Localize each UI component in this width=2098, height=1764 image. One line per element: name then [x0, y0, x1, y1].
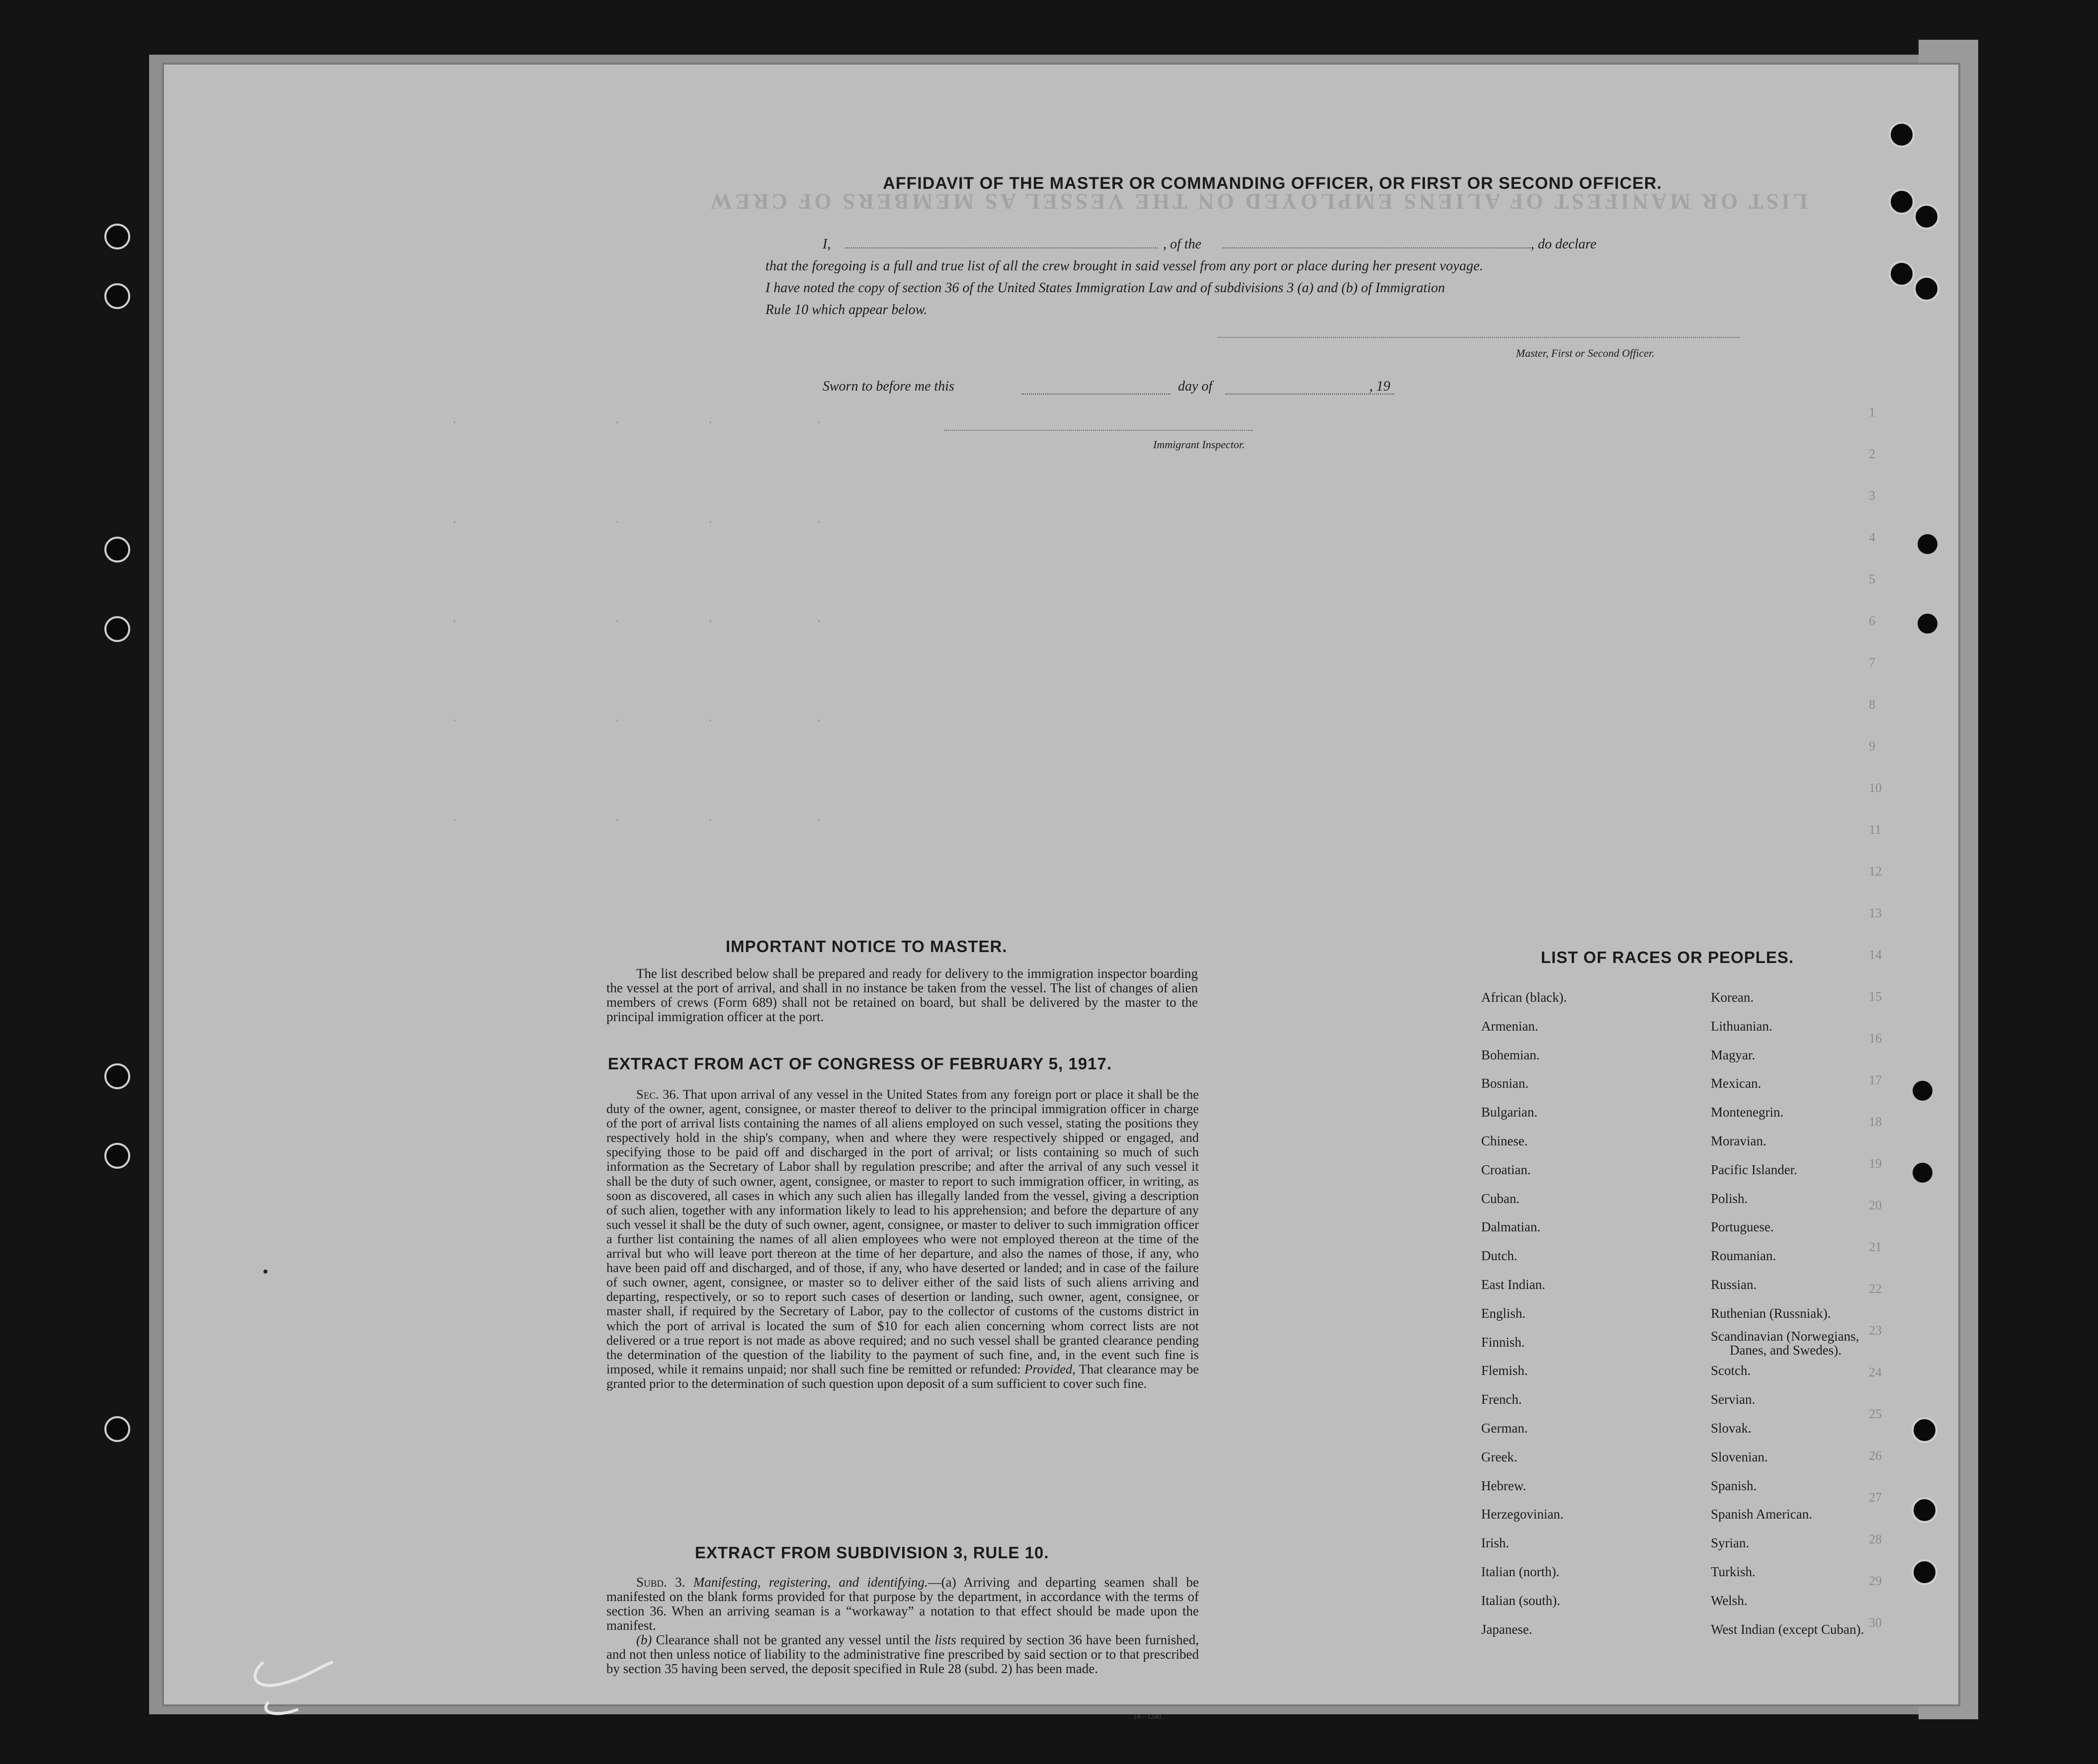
sworn-month-blank [1225, 394, 1394, 395]
row-number: 10 [1869, 781, 1882, 795]
section-body: That upon arrival of any vessel in the United States from any foreign port or place it shall be the duty of the owner, agent, consignee, or master thereof to deliver to the principal immigration officer in charge of the port of arrival lists containing the names of all aliens employed on such vessel, stating the positions they respectively hold in the ship's company, when and where they were respectively shipped or engaged, and specifying those to be paid off and discharged in the port of arrival; or lists containing so much of such information as the Secretary of Labor shall by regulation prescribe; and after the arrival of any such vessel it shall be the duty of such owner, agent, consignee, or master to report to such immigration officer, in writing, as soon as discovered, all cases in which any such alien has illegally landed from the vessel, giving a description of such alien, together with any information likely to lead to his apprehension; and before the departure of any such vessel it shall be the duty of such owner, agent, consignee, or master to deliver to such immigration officer a further list containing the names of all alien employees who were not employed thereon at the time of the arrival but who will leave port thereon at the time of her departure, and also the names of those, if any, who have been paid off and discharged, and of those, if any, who have deserted or landed; and in case of the failure of such owner, agent, consignee, or master so to deliver either of the said lists of such aliens arriving and departing, respectively, or so to report such cases of desertion or landing, such owner, agent, consignee, or master shall, if required by the Secretary of Labor, pay to the collector of customs of the customs district in which the port of arrival is located the sum of $10 for each alien concerning whom correct lists are not delivered or a true report is not made as above required; and no such vessel shall be granted clearance pending the determination of the question of the liability to the payment of such fine, and, in the event such fine is imposed, while it remains unpaid; nor shall such fine be remitted or refunded: [606, 1087, 1199, 1376]
vessel-blank [1223, 247, 1531, 248]
race-item: West Indian (except Cuban). [1711, 1621, 1864, 1637]
race-item-continuation: Danes, and Swedes). [1730, 1342, 1842, 1358]
subd-heading: Manifesting, registering, and identifying. [693, 1575, 928, 1590]
name-blank [845, 247, 1158, 248]
extract-act-title: EXTRACT FROM ACT OF CONGRESS OF FEBRUARY 5, 1917. [608, 1054, 1112, 1073]
race-item: Lithuanian. [1711, 1018, 1772, 1034]
extract-rule-title: EXTRACT FROM SUBDIVISION 3, RULE 10. [695, 1543, 1049, 1562]
binder-hole [1889, 122, 1915, 148]
race-item: Scandinavian (Norwegians, [1711, 1328, 1859, 1344]
master-label: Master, First or Second Officer. [1516, 347, 1655, 359]
row-number: 23 [1869, 1323, 1882, 1338]
sworn-text: Sworn to before me this [823, 379, 954, 394]
row-number: 8 [1869, 697, 1875, 712]
row-number: 20 [1869, 1198, 1882, 1212]
section-label: Sec. 36. [636, 1087, 679, 1102]
faint-row: . . . . [303, 412, 823, 427]
para-a-text: Arriving and departing seamen shall be manifested on the blank forms provided for that purpose by the department, in accordance with the terms of section 36. When an arriving seaman is a “workaway” a notation to that effect should be made upon the manifest. [606, 1575, 1199, 1633]
race-item: Roumanian. [1711, 1248, 1776, 1264]
binder-hole [1914, 204, 1939, 230]
race-item: French. [1481, 1392, 1522, 1407]
row-number: 1 [1869, 405, 1875, 419]
row-number: 9 [1869, 739, 1875, 753]
race-item: Dutch. [1481, 1248, 1517, 1264]
notice-body: The list described below shall be prepared and ready for delivery to the immigration inspector boarding the vessel at the port of arrival, and shall in no instance be taken from the vessel. The list of changes of alien members of crews (Form 689) shall not be retained on board, but shall be delivered by the master to the principal immigration officer at the port. [606, 966, 1198, 1024]
row-number: 17 [1869, 1073, 1882, 1087]
race-item: Slovenian. [1711, 1449, 1768, 1464]
row-number: 13 [1869, 906, 1882, 920]
inspector-label: Immigrant Inspector. [1153, 438, 1245, 451]
row-number: 5 [1869, 572, 1875, 586]
bleed-through-header: LIST OR MANIFEST OF ALIENS EMPLOYED ON THE VESSEL AS MEMBERS OF CREW [707, 189, 1808, 214]
row-number: 21 [1869, 1240, 1882, 1254]
para-b-label: (b) [636, 1632, 652, 1647]
row-number: 22 [1869, 1282, 1882, 1296]
row-number: 19 [1869, 1156, 1882, 1171]
race-item: Armenian. [1481, 1018, 1538, 1034]
binder-hole [1913, 1081, 1932, 1101]
race-item: Spanish American. [1711, 1507, 1812, 1522]
affidavit-line-2: that the foregoing is a full and true list of all the crew brought in said vessel from any port or place during her present voyage. [765, 258, 1484, 274]
binder-hole [1918, 614, 1937, 634]
race-item: African (black). [1481, 990, 1567, 1005]
section-36-text [606, 1087, 1199, 1391]
race-item: East Indian. [1481, 1277, 1545, 1292]
race-item: Dalmatian. [1481, 1219, 1541, 1235]
faint-row: . . . . [303, 512, 823, 527]
sworn-day-of: day of [1178, 379, 1213, 394]
race-item: English. [1481, 1305, 1526, 1321]
race-item: Montenegrin. [1711, 1105, 1784, 1120]
row-number: 2 [1869, 447, 1875, 461]
para-b-text-2: required by section 36 have been furnished, and not then unless notice of liability to the administrative fine prescribed by said section or to that prescribed by section 35 having been served, the deposit specified in Rule 28 (subd. 2) has been made. [606, 1632, 1199, 1676]
row-number: 6 [1869, 614, 1875, 628]
form-number: 14—1240 [1133, 1713, 1161, 1721]
race-item: Slovak. [1711, 1421, 1752, 1436]
row-number: 11 [1869, 822, 1882, 837]
row-number: 15 [1869, 989, 1882, 1004]
binder-hole [104, 616, 130, 642]
race-item: Polish. [1711, 1191, 1748, 1206]
subdivision-3-text [606, 1575, 1199, 1676]
race-item: Welsh. [1711, 1593, 1748, 1608]
binder-hole [1889, 189, 1915, 215]
affidavit-do-declare: , do declare [1531, 237, 1596, 252]
row-number: 25 [1869, 1407, 1882, 1421]
row-number: 16 [1869, 1031, 1882, 1045]
provided-word: Provided, [1024, 1361, 1076, 1376]
race-item: Mexican. [1711, 1076, 1762, 1091]
race-item: Scotch. [1711, 1363, 1751, 1378]
binder-hole [1914, 276, 1939, 302]
binder-hole [104, 224, 130, 249]
row-number: 14 [1869, 948, 1882, 962]
sworn-year: , 19 [1369, 379, 1390, 394]
affidavit-text [765, 234, 1750, 321]
binder-hole [104, 537, 130, 562]
race-item: German. [1481, 1421, 1528, 1436]
row-number: 30 [1869, 1615, 1882, 1630]
race-item: Korean. [1711, 990, 1754, 1005]
affidavit-i: I, [823, 237, 831, 252]
master-signature-line [1218, 337, 1740, 338]
row-number: 28 [1869, 1532, 1882, 1546]
para-b-lists: lists [934, 1632, 956, 1647]
race-item: Bosnian. [1481, 1076, 1529, 1091]
race-item: Turkish. [1711, 1564, 1756, 1579]
row-number: 26 [1869, 1448, 1882, 1463]
manifest-page [164, 65, 1958, 1721]
affidavit-title: AFFIDAVIT OF THE MASTER OR COMMANDING OFFICER, OR FIRST OR SECOND OFFICER. [883, 174, 1662, 193]
subd-label: Subd. 3. [636, 1575, 685, 1590]
race-item: Bohemian. [1481, 1047, 1540, 1062]
binder-hole [104, 1143, 130, 1169]
race-item: Italian (south). [1481, 1593, 1560, 1608]
notice-title: IMPORTANT NOTICE TO MASTER. [726, 937, 1007, 956]
affidavit-line-3: I have noted the copy of section 36 of the United States Immigration Law and of subdivisions 3 (a) and (b) of Immigration [765, 280, 1445, 296]
binder-hole [1912, 1559, 1937, 1585]
row-number: 29 [1869, 1574, 1882, 1588]
row-number: 27 [1869, 1490, 1882, 1505]
race-item: Japanese. [1481, 1621, 1532, 1637]
race-item: Flemish. [1481, 1363, 1528, 1378]
ink-dot [263, 1270, 267, 1274]
section-body-end: That clearance may be granted prior to the determination of such question upon deposit of a sum sufficient to cover such fine. [606, 1361, 1199, 1391]
row-number: 7 [1869, 655, 1875, 670]
race-item: Italian (north). [1481, 1564, 1560, 1579]
race-item: Moravian. [1711, 1133, 1766, 1148]
race-item: Syrian. [1711, 1535, 1750, 1551]
para-a-label: —(a) [927, 1575, 956, 1590]
faint-row: . . . . [303, 711, 823, 725]
affidavit-of-the: , of the [1163, 237, 1201, 252]
binder-hole [104, 1416, 130, 1442]
row-number: 18 [1869, 1115, 1882, 1129]
pencil-mark [249, 1655, 338, 1719]
race-item: Portuguese. [1711, 1219, 1774, 1235]
race-item: Irish. [1481, 1535, 1510, 1551]
binder-hole [1912, 1497, 1937, 1523]
race-item: Herzegovinian. [1481, 1507, 1564, 1522]
binder-hole [1912, 1417, 1937, 1443]
row-number: 3 [1869, 488, 1875, 503]
binder-hole [104, 1063, 130, 1089]
race-item: Bulgarian. [1481, 1105, 1538, 1120]
race-item: Pacific Islander. [1711, 1162, 1797, 1177]
binder-hole [1889, 261, 1915, 287]
race-item: Hebrew. [1481, 1478, 1526, 1493]
sworn-day-blank [1021, 394, 1171, 395]
faint-row: . . . . [303, 810, 823, 825]
race-item: Cuban. [1481, 1191, 1520, 1206]
race-item: Finnish. [1481, 1334, 1525, 1350]
row-number: 24 [1869, 1365, 1882, 1379]
binder-hole [1913, 1163, 1932, 1183]
race-item: Russian. [1711, 1277, 1757, 1292]
para-b-text-1: Clearance shall not be granted any vessel until the [656, 1632, 931, 1647]
race-item: Croatian. [1481, 1162, 1531, 1177]
row-number: 12 [1869, 864, 1882, 879]
race-item: Greek. [1481, 1449, 1517, 1464]
race-item: Servian. [1711, 1392, 1756, 1407]
race-item: Magyar. [1711, 1047, 1756, 1062]
races-title: LIST OF RACES OR PEOPLES. [1541, 948, 1794, 966]
binder-hole [1918, 534, 1937, 554]
race-item: Spanish. [1711, 1478, 1757, 1493]
race-item: Chinese. [1481, 1133, 1528, 1148]
binder-hole [104, 283, 130, 309]
race-item: Ruthenian (Russniak). [1711, 1305, 1831, 1321]
inspector-signature-line [944, 430, 1253, 431]
row-number: 4 [1869, 530, 1875, 545]
affidavit-line-4: Rule 10 which appear below. [765, 302, 927, 318]
faint-row: . . . . [303, 611, 823, 626]
